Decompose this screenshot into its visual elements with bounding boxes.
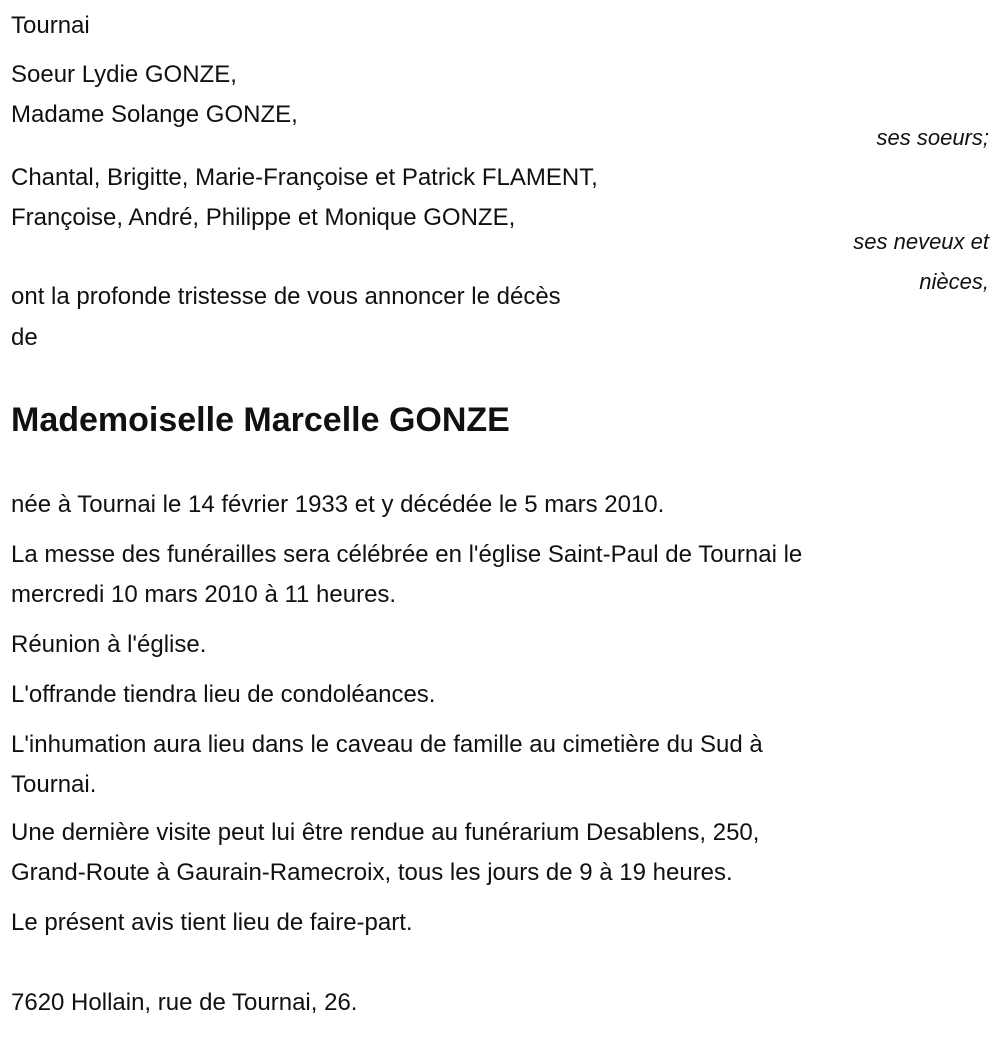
announce-2: de xyxy=(11,324,38,351)
nephews-2: Françoise, André, Philippe et Monique GONZE, xyxy=(11,204,516,231)
nephews-label-1: ses neveux et xyxy=(853,229,989,254)
deceased-name: Mademoiselle Marcelle GONZE xyxy=(11,401,510,439)
announce-1: ont la profonde tristesse de vous annoncer le décès xyxy=(11,283,561,310)
offering-text: L'offrande tiendra lieu de condoléances. xyxy=(11,681,436,708)
address: 7620 Hollain, rue de Tournai, 26. xyxy=(11,989,358,1016)
sister-1: Soeur Lydie GONZE, xyxy=(11,61,237,88)
born-text: née à Tournai le 14 février 1933 et y décédée le 5 mars 2010. xyxy=(11,491,665,518)
nephews-label-2: nièces, xyxy=(919,269,989,294)
nephews-1: Chantal, Brigitte, Marie-Françoise et Patrick FLAMENT, xyxy=(11,164,598,191)
burial-1: L'inhumation aura lieu dans le caveau de famille au cimetière du Sud à xyxy=(11,731,763,758)
sister-2: Madame Solange GONZE, xyxy=(11,101,298,128)
city: Tournai xyxy=(11,12,90,39)
burial-2: Tournai. xyxy=(11,771,97,798)
visit-2: Grand-Route à Gaurain-Ramecroix, tous les jours de 9 à 19 heures. xyxy=(11,859,733,886)
mass-2: mercredi 10 mars 2010 à 11 heures. xyxy=(11,581,397,608)
meeting-text: Réunion à l'église. xyxy=(11,631,207,658)
mass-1: La messe des funérailles sera célébrée en l'église Saint-Paul de Tournai le xyxy=(11,541,803,568)
notice-text: Le présent avis tient lieu de faire-part. xyxy=(11,909,413,936)
sisters-label: ses soeurs; xyxy=(876,125,989,150)
visit-1: Une dernière visite peut lui être rendue au funérarium Desablens, 250, xyxy=(11,819,760,846)
